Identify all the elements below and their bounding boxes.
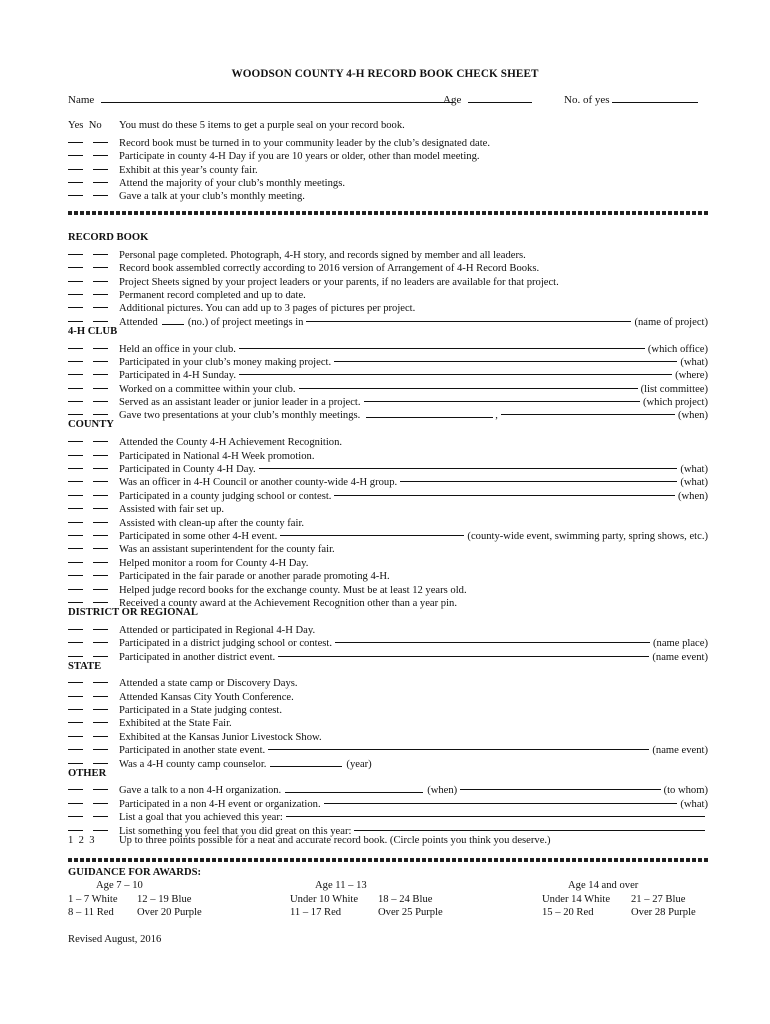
name-field[interactable]: [101, 92, 453, 103]
intro-header-row: [68, 119, 708, 132]
item-text: Assisted with clean-up after the county fair.: [119, 517, 305, 529]
award-column: [378, 893, 443, 920]
yes-no-blanks[interactable]: [68, 392, 119, 405]
answer-field[interactable]: [334, 361, 677, 362]
award-range: Over 25 Purple: [378, 907, 443, 919]
talk-whom-hint: (to whom): [663, 785, 708, 797]
award-age-group: Age 14 and over: [568, 880, 639, 892]
item-text: Participated in 4-H Sunday.: [119, 370, 236, 382]
yes-no-blanks[interactable]: [68, 311, 119, 324]
item-text: Worked on a committee within your club.: [119, 383, 296, 395]
award-column: [137, 893, 202, 920]
award-column: [631, 893, 696, 920]
item-text: Helped judge record books for the exchange county. Must be at least 12 years old.: [119, 584, 467, 596]
talk-when-field[interactable]: [285, 783, 423, 793]
item-text: Attended the County 4-H Achievement Recognition.: [119, 437, 343, 449]
revised-date: Revised August, 2016: [68, 934, 162, 945]
great-label: List something you feel that you did great on this year:: [119, 825, 352, 837]
answer-hint: (what): [680, 356, 708, 368]
counselor-label: Was a 4-H county camp counselor.: [119, 758, 267, 770]
age-field[interactable]: [468, 92, 532, 103]
presentation-1-field[interactable]: [366, 408, 493, 418]
answer-field[interactable]: [268, 749, 649, 750]
yes-no-blanks[interactable]: [68, 159, 119, 172]
answer-hint: (name event): [652, 745, 708, 757]
answer-field[interactable]: [299, 388, 638, 389]
yes-no-blanks[interactable]: [68, 338, 119, 351]
yes-no-blanks[interactable]: [68, 432, 119, 445]
attended-label-b: (no.) of project meetings in: [187, 316, 304, 328]
checklist-row: [68, 132, 708, 149]
award-range: 11 – 17 Red: [290, 907, 342, 919]
yes-no-blanks[interactable]: [68, 552, 119, 565]
yes-no-blanks[interactable]: [68, 753, 119, 766]
award-range: 8 – 11 Red: [68, 907, 114, 919]
item-text: Permanent record completed and up to date.: [119, 289, 306, 301]
answer-field[interactable]: [364, 401, 640, 402]
answer-field[interactable]: [280, 535, 464, 536]
checklist-row: [68, 244, 708, 261]
name-label: Name: [68, 94, 95, 106]
item-text: Attend the majority of your club’s monthly meetings.: [119, 177, 345, 189]
divider-top: [68, 211, 708, 215]
yes-no-blanks[interactable]: [68, 807, 119, 820]
yes-no-blanks[interactable]: [68, 445, 119, 458]
checklist-row: [68, 338, 708, 355]
page-title: WOODSON COUNTY 4-H RECORD BOOK CHECK SHEET: [231, 68, 539, 80]
item-text: Participated in a State judging contest.: [119, 705, 282, 717]
item-text: Participate in county 4-H Day if you are 10 years or older, other than model meeting.: [119, 151, 480, 163]
item-text: Was an assistant superintendent for the county fair.: [119, 544, 335, 556]
project-name-field[interactable]: [306, 321, 631, 322]
yes-no-blanks[interactable]: [68, 512, 119, 525]
yes-no-blanks[interactable]: [68, 713, 119, 726]
talk-when-hint: (when): [427, 785, 458, 797]
answer-hint: (name place): [653, 638, 708, 650]
item-text: Participated in another state event.: [119, 745, 266, 757]
yes-no-blanks[interactable]: [68, 298, 119, 311]
header-line: [68, 93, 704, 107]
award-range: 15 – 20 Red: [542, 907, 594, 919]
yes-no-blanks[interactable]: [68, 352, 119, 365]
item-text: Attended Kansas City Youth Conference.: [119, 691, 294, 703]
yes-no-blanks[interactable]: [68, 186, 119, 199]
item-text: Personal page completed. Photograph, 4-H story, and records signed by member and all leaders.: [119, 249, 526, 261]
answer-hint: (name event): [652, 651, 708, 663]
presentations-sep: ,: [495, 410, 498, 422]
award-range: Over 28 Purple: [631, 907, 696, 919]
club-heading: 4-H CLUB: [68, 325, 118, 337]
yes-no-columns: Yes No: [68, 120, 102, 131]
answer-field[interactable]: [400, 481, 677, 482]
checklist-row: [68, 673, 708, 690]
yes-no-blanks[interactable]: [68, 686, 119, 699]
award-range: Over 20 Purple: [137, 907, 202, 919]
item-text: Received a county award at the Achievement Recognition other than a year pin.: [119, 597, 457, 609]
item-text: Exhibited at the Kansas Junior Livestock Show.: [119, 731, 322, 743]
yes-no-blanks[interactable]: [68, 593, 119, 606]
non-4h-label: Participated in a non 4-H event or organization.: [119, 798, 321, 810]
award-age-group: Age 7 – 10: [96, 880, 143, 892]
yes-no-blanks[interactable]: [68, 499, 119, 512]
yes-no-blanks[interactable]: [68, 780, 119, 793]
non-4h-hint: (what): [680, 798, 708, 810]
item-text: Served as an assistant leader or junior leader in a project.: [119, 397, 361, 409]
goal-field[interactable]: [286, 816, 705, 817]
attended-label: Attended: [119, 316, 158, 328]
item-text: Participated in a county judging school or contest.: [119, 490, 332, 502]
yes-no-blanks[interactable]: [68, 146, 119, 159]
yes-no-blanks[interactable]: [68, 405, 119, 418]
item-text: Gave a talk at your club’s monthly meeting.: [119, 191, 305, 203]
great-field[interactable]: [354, 830, 705, 831]
item-text: Record book must be turned in to your community leader by the club’s designated date.: [119, 137, 490, 149]
item-text: Participated in some other 4-H event.: [119, 530, 278, 542]
noyes-label: No. of yes: [564, 94, 610, 106]
goal-label: List a goal that you achieved this year:: [119, 812, 283, 824]
answer-field[interactable]: [278, 656, 649, 657]
answer-field[interactable]: [259, 468, 678, 469]
item-text: Held an office in your club.: [119, 343, 236, 355]
item-text: Record book assembled correctly according to 2016 version of Arrangement of 4-H Record Books.: [119, 263, 540, 275]
answer-hint: (where): [675, 370, 708, 382]
award-range: 18 – 24 Blue: [378, 893, 433, 905]
award-range: 1 – 7 White: [68, 893, 118, 905]
award-column: [542, 893, 610, 920]
intro-section: [68, 119, 708, 203]
item-text: Attended or participated in Regional 4-H Day.: [119, 624, 316, 636]
yes-no-blanks[interactable]: [68, 258, 119, 271]
yes-no-blanks[interactable]: [68, 539, 119, 552]
yes-no-blanks[interactable]: [68, 820, 119, 833]
yes-no-blanks[interactable]: [68, 244, 119, 257]
score-text: Up to three points possible for a neat and accurate record book. (Circle points you think you deserve.): [119, 834, 551, 846]
award-column: [290, 893, 358, 920]
yes-no-blanks[interactable]: [68, 526, 119, 539]
answer-field[interactable]: [239, 348, 645, 349]
award-range: 21 – 27 Blue: [631, 893, 686, 905]
item-text: Participated in another district event.: [119, 651, 276, 663]
presentations-label: Gave two presentations at your club’s monthly meetings.: [119, 410, 361, 422]
yes-no-blanks[interactable]: [68, 459, 119, 472]
talk-row: [68, 780, 708, 797]
counselor-year-field[interactable]: [270, 757, 342, 767]
yes-no-blanks[interactable]: [68, 726, 119, 739]
checklist-row: [68, 619, 708, 636]
yes-no-blanks[interactable]: [68, 285, 119, 298]
presentations-hint: (when): [677, 410, 708, 422]
yes-no-blanks[interactable]: [68, 619, 119, 632]
yes-no-blanks[interactable]: [68, 378, 119, 391]
yes-no-blanks[interactable]: [68, 485, 119, 498]
award-range: Under 14 White: [542, 893, 611, 905]
age-label: Age: [443, 94, 462, 106]
answer-field[interactable]: [334, 495, 675, 496]
talk-whom-field[interactable]: [460, 789, 660, 790]
meetings-count-field[interactable]: [162, 315, 184, 325]
answer-hint: (county-wide event, swimming party, spring shows, etc.): [467, 530, 708, 542]
answer-field[interactable]: [335, 642, 650, 643]
yes-no-blanks[interactable]: [68, 566, 119, 579]
item-text: Exhibit at this year’s county fair.: [119, 164, 258, 176]
record-book-heading: RECORD BOOK: [68, 232, 149, 243]
presentation-2-field[interactable]: [501, 414, 675, 415]
yes-no-blanks[interactable]: [68, 700, 119, 713]
district-heading: DISTRICT OR REGIONAL: [68, 606, 198, 618]
item-text: Additional pictures. You can add up to 3 pages of pictures per project.: [119, 303, 416, 315]
yes-no-blanks[interactable]: [68, 646, 119, 659]
item-text: Participated in County 4-H Day.: [119, 464, 256, 476]
checklist-main: [68, 231, 708, 847]
item-text: Participated in a district judging school or contest.: [119, 638, 333, 650]
divider-bottom: [68, 858, 708, 862]
answer-hint: (what): [680, 464, 708, 476]
answer-hint: (list committee): [640, 383, 708, 395]
score-points[interactable]: 1 2 3: [68, 834, 95, 846]
item-text: Exhibited at the State Fair.: [119, 718, 232, 730]
talk-label: Gave a talk to a non 4-H organization.: [119, 785, 282, 797]
answer-hint: (which office): [647, 343, 708, 355]
item-text: Helped monitor a room for County 4-H Day.: [119, 557, 309, 569]
yes-no-blanks[interactable]: [68, 271, 119, 284]
answer-field[interactable]: [239, 374, 672, 375]
awards-heading: GUIDANCE FOR AWARDS:: [68, 867, 202, 878]
answer-hint: (when): [677, 490, 708, 502]
intro-text: You must do these 5 items to get a purple seal on your record book.: [119, 120, 405, 131]
award-range: Under 10 White: [290, 893, 359, 905]
item-text: Participated in the fair parade or another parade promoting 4-H.: [119, 571, 390, 583]
yes-no-blanks[interactable]: [68, 740, 119, 753]
item-text: Attended a state camp or Discovery Days.: [119, 678, 298, 690]
yes-no-blanks[interactable]: [68, 793, 119, 806]
non-4h-field[interactable]: [324, 803, 678, 804]
award-age-group: Age 11 – 13: [315, 880, 367, 892]
other-heading: OTHER: [68, 767, 107, 779]
item-text: Project Sheets signed by your project leaders or your parents, if no leaders are available for that project.: [119, 276, 559, 288]
yes-no-blanks[interactable]: [68, 472, 119, 485]
awards-guidance: [68, 866, 708, 919]
award-range: 12 – 19 Blue: [137, 893, 192, 905]
county-heading: COUNTY: [68, 419, 114, 431]
item-text: Assisted with fair set up.: [119, 504, 225, 516]
award-column: [68, 893, 118, 920]
yes-no-blanks[interactable]: [68, 579, 119, 592]
counselor-hint: (year): [346, 758, 372, 770]
noyes-field[interactable]: [612, 92, 698, 103]
answer-hint: (which project): [642, 397, 708, 409]
checklist-row: [68, 432, 708, 449]
item-text: Participated in your club’s money making project.: [119, 356, 332, 368]
yes-no-blanks[interactable]: [68, 365, 119, 378]
attended-hint: (name of project): [634, 316, 708, 328]
item-text: Participated in National 4-H Week promotion.: [119, 450, 315, 462]
yes-no-blanks[interactable]: [68, 173, 119, 186]
state-heading: STATE: [68, 660, 102, 672]
yes-no-blanks[interactable]: [68, 633, 119, 646]
answer-hint: (what): [680, 477, 708, 489]
yes-no-blanks[interactable]: [68, 132, 119, 145]
yes-no-blanks[interactable]: [68, 673, 119, 686]
score-row: [68, 834, 708, 847]
item-text: Was an officer in 4-H Council or another county-wide 4-H group.: [119, 477, 398, 489]
